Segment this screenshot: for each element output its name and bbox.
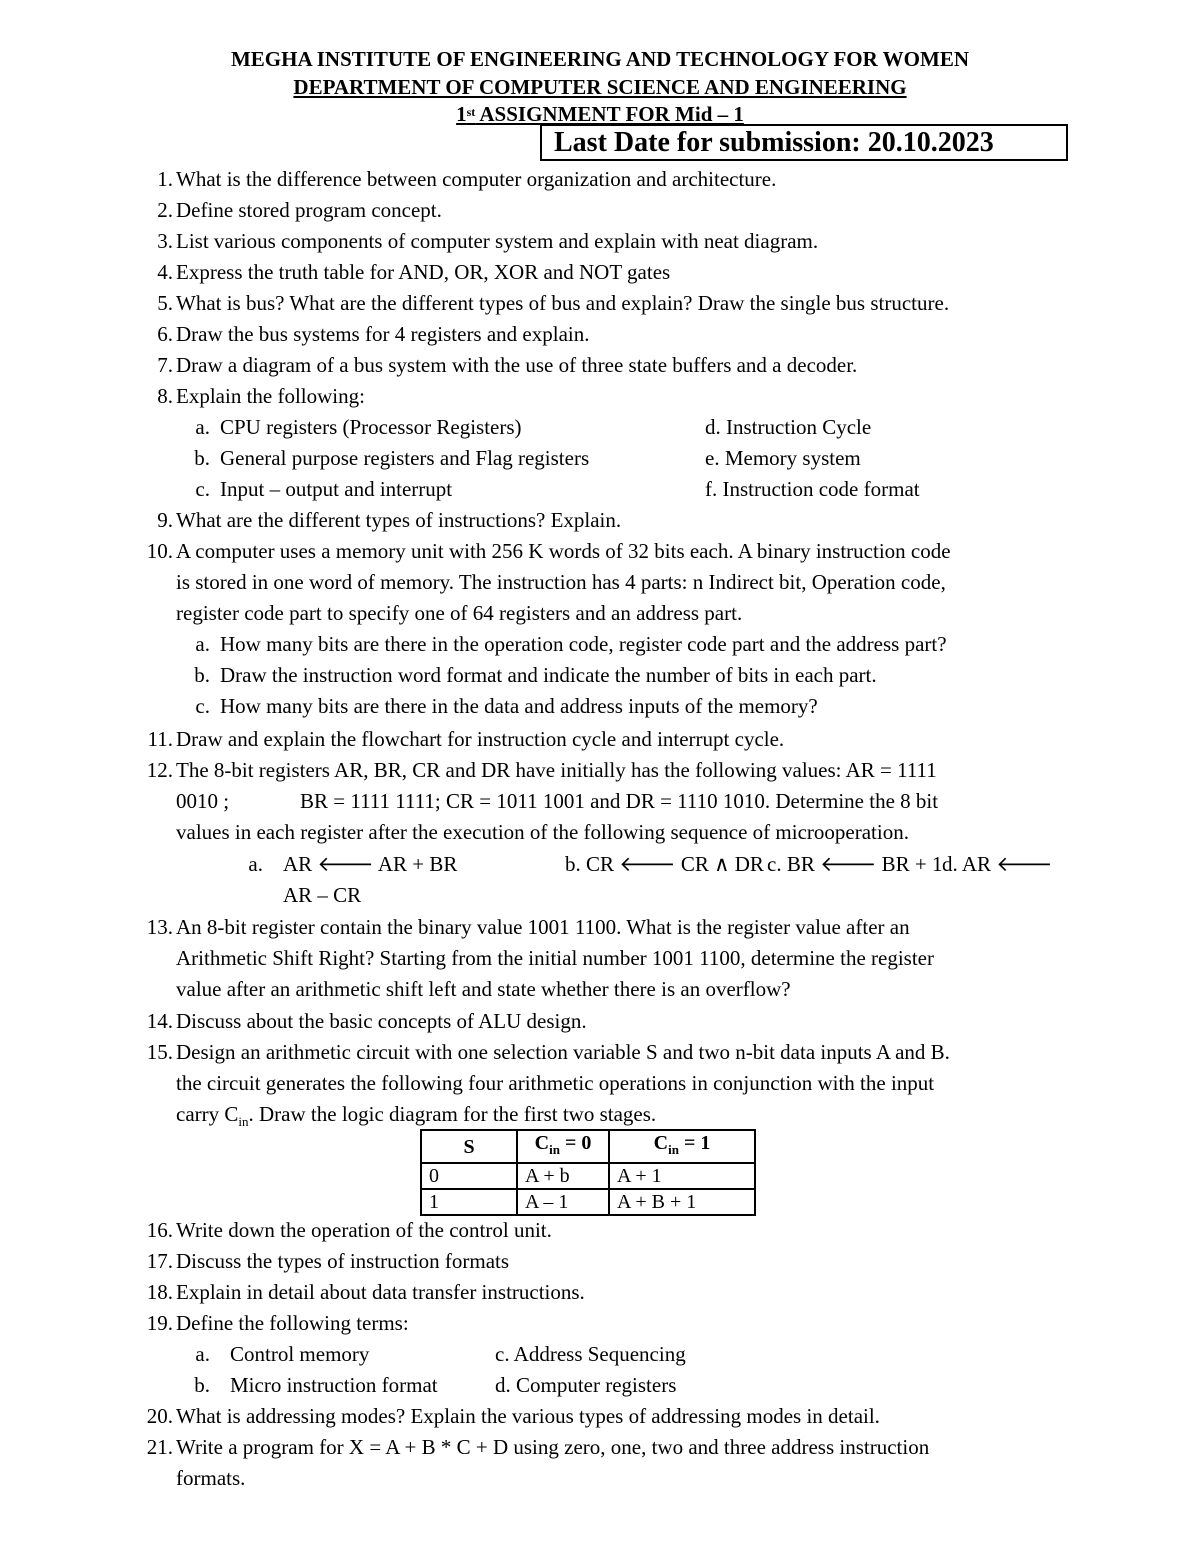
subpart-label: a. <box>195 632 210 656</box>
subpart-text: Control memory <box>230 1342 370 1366</box>
question-number: 12. <box>146 758 173 782</box>
question-text: Draw the bus systems for 4 registers and explain. <box>176 322 590 346</box>
question-number: 20. <box>146 1404 173 1428</box>
question-number: 1. <box>157 167 173 191</box>
question-text: the circuit generates the following four arithmetic operations in conjunction with the input <box>176 1071 935 1095</box>
subpart-text: CPU registers (Processor Registers) <box>220 415 522 439</box>
subpart-label: c. <box>195 694 210 718</box>
question-text: Explain the following: <box>176 384 365 408</box>
institute-name: MEGHA INSTITUTE OF ENGINEERING AND TECHNOLOGY FOR WOMEN <box>230 47 970 71</box>
subpart-label: b. <box>194 446 210 470</box>
question-number: 19. <box>146 1311 173 1335</box>
question-text: What are the different types of instructions? Explain. <box>176 508 622 532</box>
table-cell: 1 <box>421 1189 517 1215</box>
table-row <box>421 1163 755 1189</box>
table-header-cin0: $C_{in} = 0$ <box>517 1130 609 1163</box>
subpart-text: f. Instruction code format <box>705 477 920 501</box>
subpart-text: d. Computer registers <box>495 1373 677 1397</box>
question-number: 18. <box>146 1280 173 1304</box>
question-text: What is bus? What are the different types of bus and explain? Draw the single bus structure. <box>176 291 950 315</box>
question-text: register code part to specify one of 64 registers and an address part. <box>176 601 743 625</box>
table-cell: A + B + 1 <box>609 1189 755 1215</box>
question-number: 17. <box>146 1249 173 1273</box>
question-number: 6. <box>157 322 173 346</box>
assignment-title: 1st ASSIGNMENT FOR Mid – 1 <box>456 102 744 126</box>
question-text: Design an arithmetic circuit with one selection variable S and two n-bit data inputs A and B. <box>176 1040 950 1064</box>
question-number: 3. <box>157 229 173 253</box>
subpart-text: c. Address Sequencing <box>495 1342 686 1366</box>
microoperation-b: b. CR 🡐 CR ∧ DR <box>565 852 764 876</box>
microoperation-d: d. AR 🡐 <box>942 852 1053 876</box>
question-text: The 8-bit registers AR, BR, CR and DR have initially has the following values: AR = 1111 <box>176 758 937 782</box>
table-cell: A + 1 <box>609 1163 755 1189</box>
question-text: Draw a diagram of a bus system with the use of three state buffers and a decoder. <box>176 353 858 377</box>
question-text: Discuss the types of instruction formats <box>176 1249 510 1273</box>
question-text: Define the following terms: <box>176 1311 409 1335</box>
question-number: 2. <box>157 198 173 222</box>
question-text: What is addressing modes? Explain the various types of addressing modes in detail. <box>176 1404 880 1428</box>
question-number: 14. <box>146 1009 173 1033</box>
microoperation-d-continued: AR – CR <box>283 883 362 907</box>
question-text: is stored in one word of memory. The instruction has 4 parts: n Indirect bit, Operation code, <box>176 570 946 594</box>
question-text: List various components of computer system and explain with neat diagram. <box>176 229 819 253</box>
table-row <box>421 1189 755 1215</box>
question-text: 0010 ; <box>176 789 230 813</box>
table-header-cin1: $C_{in} = 1$ <box>609 1130 755 1163</box>
question-text: BR = 1111 1111; CR = 1011 1001 and DR = 1110 1010. Determine the 8 bit <box>300 789 939 813</box>
question-text: Write down the operation of the control unit. <box>176 1218 552 1242</box>
question-text: values in each register after the execution of the following sequence of microoperation. <box>176 820 909 844</box>
question-text: A computer uses a memory unit with 256 K words of 32 bits each. A binary instruction code <box>176 539 951 563</box>
question-number: 15. <box>146 1040 173 1064</box>
subpart-text: General purpose registers and Flag registers <box>220 446 590 470</box>
question-text: Express the truth table for AND, OR, XOR and NOT gates <box>176 260 671 284</box>
question-text: Define stored program concept. <box>176 198 442 222</box>
question-number: 9. <box>157 508 173 532</box>
question-number: 21. <box>146 1435 173 1459</box>
subpart-text: Micro instruction format <box>230 1373 438 1397</box>
submission-deadline-box: Last Date for submission: 20.10.2023 <box>540 124 1068 161</box>
subpart-text: Input – output and interrupt <box>220 477 453 501</box>
question-number: 8. <box>157 384 173 408</box>
question-text: formats. <box>176 1466 246 1490</box>
question-text: carry $C_{in}$. Draw the logic diagram for the first two stages. <box>176 1102 657 1130</box>
question-text: Explain in detail about data transfer instructions. <box>176 1280 585 1304</box>
question-text: Draw and explain the flowchart for instruction cycle and interrupt cycle. <box>176 727 785 751</box>
subpart-label: a. <box>195 415 210 439</box>
question-text: Discuss about the basic concepts of ALU design. <box>176 1009 587 1033</box>
question-number: 13. <box>146 915 173 939</box>
subpart-label: a. <box>195 1342 210 1366</box>
question-text: Arithmetic Shift Right? Starting from the initial number 1001 1100, determine the register <box>176 946 934 970</box>
microoperation-a: AR 🡐 AR + BR <box>283 852 458 876</box>
question-number: 11. <box>147 727 173 751</box>
question-text: Write a program for X = A + B * C + D using zero, one, two and three address instruction <box>176 1435 930 1459</box>
subpart-label: b. <box>194 663 210 687</box>
subpart-text: e. Memory system <box>705 446 861 470</box>
department-name: DEPARTMENT OF COMPUTER SCIENCE AND ENGINEERING <box>293 75 907 99</box>
question-number: 7. <box>157 353 173 377</box>
subpart-text: How many bits are there in the operation code, register code part and the address part? <box>220 632 947 656</box>
subpart-label: b. <box>194 1373 210 1397</box>
question-number: 5. <box>157 291 173 315</box>
microoperation-c: c. BR 🡐 BR + 1 <box>767 852 943 876</box>
subpart-label: c. <box>195 477 210 501</box>
subpart-text: Draw the instruction word format and indicate the number of bits in each part. <box>220 663 877 687</box>
subpart-label: a. <box>248 852 263 876</box>
arithmetic-operations-table <box>420 1129 756 1216</box>
table-cell: 0 <box>421 1163 517 1189</box>
question-number: 4. <box>157 260 173 284</box>
table-header-row <box>421 1130 755 1163</box>
question-text: An 8-bit register contain the binary value 1001 1100. What is the register value after an <box>176 915 910 939</box>
question-number: 10. <box>146 539 173 563</box>
subpart-text: d. Instruction Cycle <box>705 415 872 439</box>
question-number: 16. <box>146 1218 173 1242</box>
question-text: What is the difference between computer organization and architecture. <box>176 167 777 191</box>
table-header-s: S <box>421 1130 517 1163</box>
subpart-text: How many bits are there in the data and address inputs of the memory? <box>220 694 818 718</box>
table-cell: A + b <box>517 1163 609 1189</box>
table-cell: A – 1 <box>517 1189 609 1215</box>
question-text: value after an arithmetic shift left and state whether there is an overflow? <box>176 977 791 1001</box>
